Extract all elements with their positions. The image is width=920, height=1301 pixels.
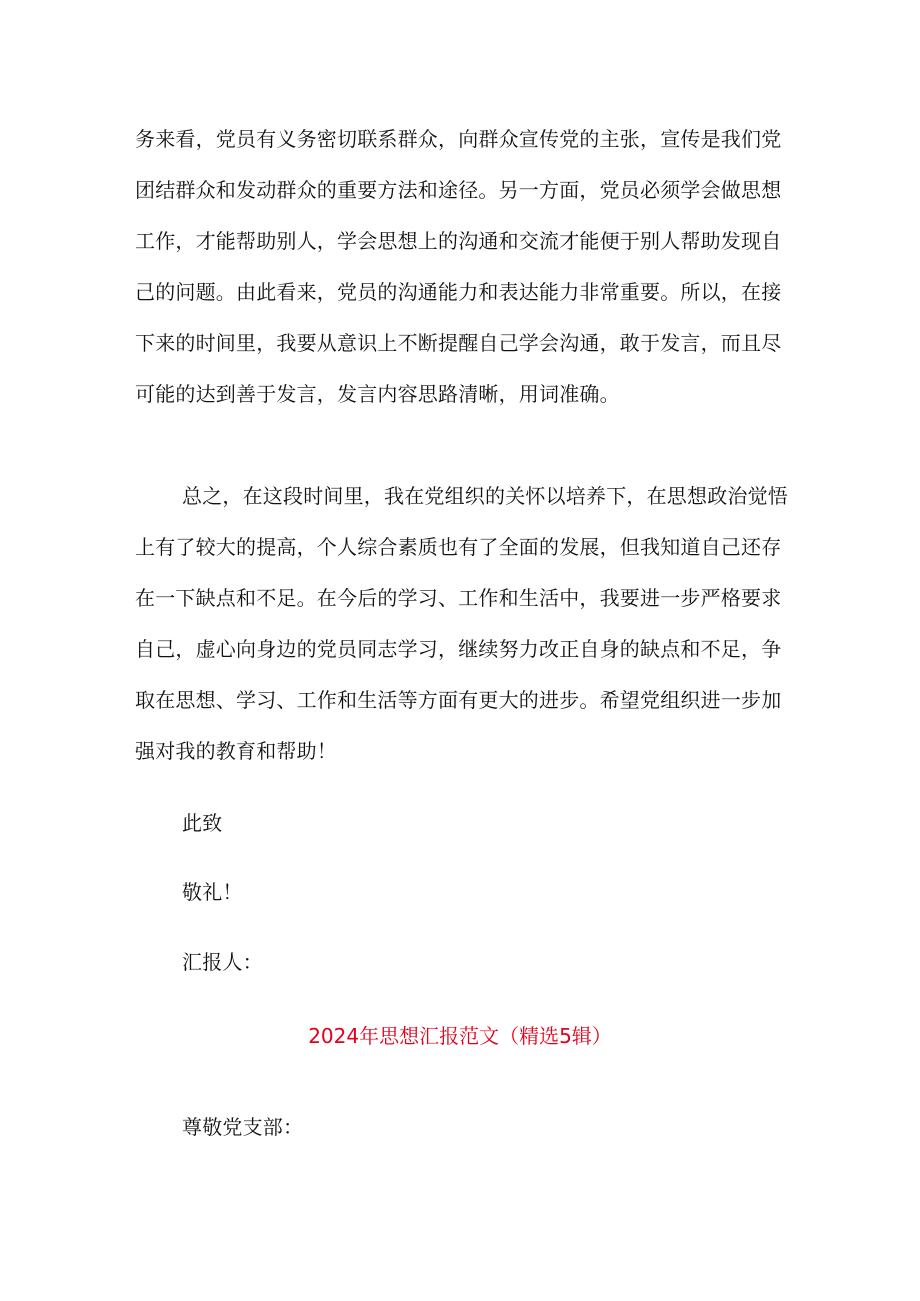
reporter-label: 汇报人： — [182, 950, 263, 974]
paragraph-2-line: 上有了较大的提高，个人综合素质也有了全面的发展，但我知道自己还存 — [135, 535, 782, 559]
paragraph-1-line: 可能的达到善于发言，发言内容思路清晰，用词准确。 — [135, 382, 620, 406]
article-title: 2024年思想汇报范文（精选5辑） — [308, 1024, 612, 1048]
closing-jingli: 敬礼！ — [182, 880, 243, 904]
paragraph-2-line: 自己，虚心向身边的党员同志学习，继续努力改正自身的缺点和不足，争 — [135, 637, 782, 661]
paragraph-1-line: 工作，才能帮助别人，学会思想上的沟通和交流才能便于别人帮助发现自 — [135, 229, 782, 253]
paragraph-2-line: 在一下缺点和不足。在今后的学习、工作和生活中，我要进一步严格要求 — [135, 586, 782, 610]
paragraph-1-line: 己的问题。由此看来，党员的沟通能力和表达能力非常重要。所以，在接 — [135, 280, 782, 304]
closing-cizhi: 此致 — [182, 811, 223, 835]
salutation: 尊敬党支部： — [182, 1115, 304, 1139]
paragraph-2-line: 强对我的教育和帮助！ — [135, 739, 337, 763]
paragraph-1-line: 团结群众和发动群众的重要方法和途径。另一方面，党员必须学会做思想 — [135, 178, 782, 202]
paragraph-1-line: 务来看，党员有义务密切联系群众，向群众宣传党的主张，宣传是我们党 — [135, 127, 782, 151]
paragraph-2-line: 取在思想、学习、工作和生活等方面有更大的进步。希望党组织进一步加 — [135, 688, 782, 712]
paragraph-1-line: 下来的时间里，我要从意识上不断提醒自己学会沟通，敢于发言，而且尽 — [135, 331, 782, 355]
paragraph-2-line: 总之，在这段时间里，我在党组织的关怀以培养下，在思想政治觉悟 — [182, 484, 788, 508]
